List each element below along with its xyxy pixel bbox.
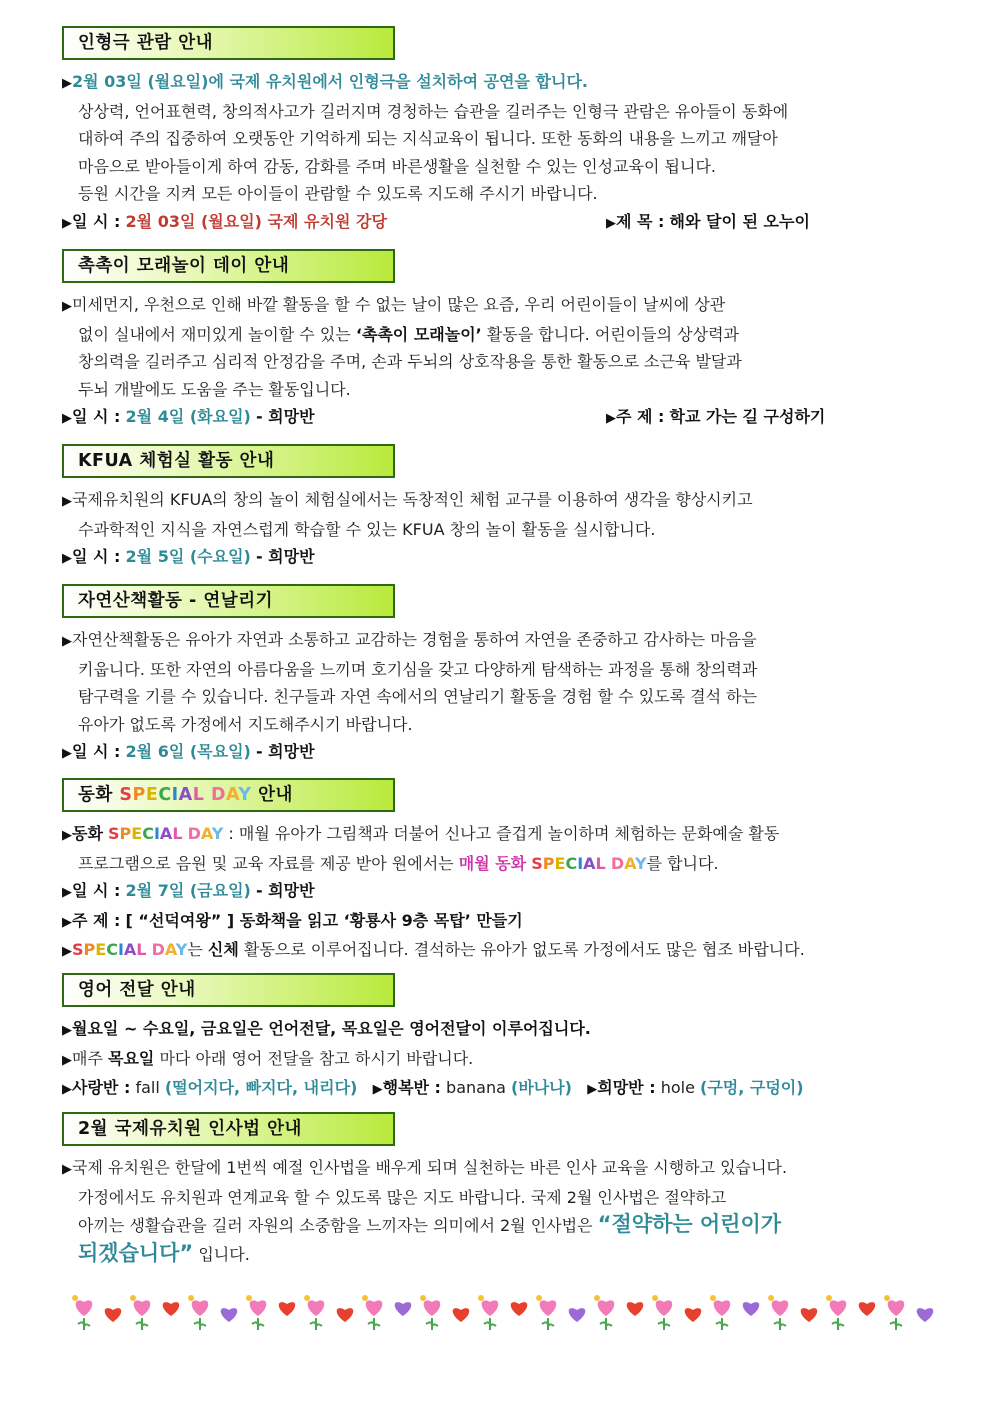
flower-icon: [72, 1295, 92, 1330]
date-value: 2월 7일 (금요일): [125, 881, 251, 901]
body-text: 아끼는 생활습관을 길러 자원의 소중함을 느끼자는 의미에서 2월 인사법은: [78, 1216, 598, 1236]
body-line: [62, 820, 934, 850]
special-word: SPECIAL: [531, 853, 606, 873]
section-heading: 영어 전달 안내: [62, 973, 395, 1007]
body-line: [62, 1211, 934, 1240]
greeting-phrase: “절약하는 어린이가: [597, 1212, 782, 1237]
body-line: 마음으로 받아들이게 하여 감동, 감화를 주며 바른생활을 실천할 수 있는 인성교육이 됩니다.: [78, 156, 716, 176]
class-label: 사랑반 :: [72, 1078, 131, 1098]
date-label: 일 시 :: [72, 547, 121, 567]
word-meaning: (바나나): [511, 1078, 572, 1098]
class-label: 희망반 :: [597, 1078, 656, 1098]
heart-icon: [743, 1302, 760, 1316]
flower-icon: [304, 1295, 324, 1330]
section-sand-play: [62, 249, 934, 433]
body-text: 국제유치원의 KFUA의 창의 놀이 체험실에서는 독창적인 체험 교구를 이용하여 생각을 향상시키고: [72, 490, 753, 509]
section-heading: 자연산책활동 - 연날리기: [62, 584, 395, 618]
heart-icon: [337, 1308, 354, 1322]
section-heading: 인형극 관람 안내: [62, 26, 395, 60]
date-value: 2월 6일 (목요일): [125, 742, 251, 762]
triangle-bullet-icon: ▶: [587, 1082, 597, 1098]
section-puppet-show: [62, 26, 934, 238]
flower-icon: [594, 1295, 614, 1330]
body-text: 를 합니다.: [646, 853, 719, 873]
date-label: 일 시 :: [72, 881, 121, 901]
topic-value: 학교 가는 길 구성하기: [669, 407, 826, 427]
note-text: 는: [187, 940, 203, 960]
triangle-bullet-icon: ▶: [62, 411, 71, 427]
class-name: - 희망반: [255, 881, 315, 901]
body-line: 등원 시간을 지켜 모든 아이들이 관람할 수 있도록 지도해 주시기 바랍니다.: [78, 184, 598, 204]
topic-value: [ “선덕여왕” ] 동화책을 읽고 ‘황룡사 9층 목탑’ 만들기: [125, 910, 523, 930]
body-line: 두뇌 개발에도 도움을 주는 활동입니다.: [78, 379, 351, 399]
triangle-bullet-icon: ▶: [62, 1162, 71, 1177]
heart-icon: [105, 1308, 122, 1322]
flower-icon: [420, 1295, 440, 1330]
class-name: - 희망반: [255, 742, 315, 762]
triangle-bullet-icon: ▶: [62, 299, 71, 314]
body-line: 유아가 없도록 가정에서 지도해주시기 바랍니다.: [78, 714, 413, 734]
flower-icon: [362, 1295, 382, 1330]
flower-icon: [188, 1295, 208, 1330]
topic-label: 주 제 :: [72, 910, 121, 930]
section-english: [62, 973, 934, 1104]
lead-text: 2월 03일 (월요일)에 국제 유치원에서 인형극을 설치하여 공연을 합니다.: [72, 72, 588, 91]
triangle-bullet-icon: ▶: [62, 914, 71, 930]
body-line: 수과학적인 지식을 자연스럽게 학습할 수 있는 KFUA 창의 놀이 활동을 실시합니다.: [78, 519, 656, 539]
triangle-bullet-icon: ▶: [62, 551, 71, 567]
lead-text: 동화: [72, 824, 103, 843]
date-value: 2월 5일 (수요일): [125, 547, 251, 567]
triangle-bullet-icon: ▶: [62, 1082, 71, 1098]
word-meaning: (떨어지다, 빠지다, 내리다): [164, 1078, 358, 1098]
activity-name: ‘촉촉이 모래놀이’: [355, 324, 482, 344]
english-word: banana: [446, 1078, 506, 1098]
body-text: 마다 아래 영어 전달을 참고 하시기 바랍니다.: [154, 1048, 474, 1068]
schedule-line: [62, 738, 934, 768]
date-label: 일 시 :: [72, 742, 121, 762]
heart-icon: [569, 1308, 586, 1322]
lead-line: [62, 68, 934, 98]
triangle-bullet-icon: ▶: [62, 944, 71, 960]
day-word: DAY: [610, 853, 647, 873]
class-label: 행복반 :: [382, 1078, 441, 1098]
schedule-line: [62, 403, 934, 433]
english-words-line: [62, 1074, 934, 1104]
note-text: 활동으로 이루어집니다. 결석하는 유아가 없도록 가정에서도 많은 협조 바랍니다.: [238, 940, 805, 960]
class-name: - 희망반: [255, 407, 315, 427]
body-line: [62, 850, 934, 878]
flower-icon: [710, 1295, 730, 1330]
flower-icon: [246, 1295, 266, 1330]
class-name: - 희망반: [255, 547, 315, 567]
body-line: 상상력, 언어표현력, 창의적사고가 길러지며 경청하는 습관을 길러주는 인형극 관람은 유아들이 동화에: [78, 101, 789, 121]
body-text: 프로그램으로 음원 및 교육 자료를 제공 받아 원에서는: [78, 853, 459, 873]
triangle-bullet-icon: ▶: [62, 1052, 71, 1068]
heart-icon: [395, 1302, 412, 1316]
special-word: SPECIAL: [108, 824, 183, 843]
heart-icon: [279, 1302, 296, 1316]
body-line: [62, 1240, 934, 1269]
heading-text: 안내: [258, 785, 293, 805]
triangle-bullet-icon: ▶: [62, 494, 71, 509]
body-line: [62, 1154, 934, 1184]
body-line: 키웁니다. 또한 자연의 아름다움을 느끼며 호기심을 갖고 다양하게 탐색하는 과정을 통해 창의력과: [78, 659, 758, 679]
body-text: : 매월 유아가 그림책과 더불어 신나고 즐겁게 놀이하며 체험하는 문화예술 활동: [223, 824, 780, 843]
topic-label: 주 제 :: [616, 407, 665, 427]
triangle-bullet-icon: ▶: [372, 1082, 382, 1098]
day-word: DAY: [210, 785, 252, 805]
body-line: [62, 1015, 934, 1045]
triangle-bullet-icon: ▶: [62, 746, 71, 762]
body-line: 대하여 주의 집중하여 오랫동안 기억하게 되는 지식교육이 됩니다. 또한 동화의 내용을 느끼고 깨달아: [78, 129, 778, 149]
topic-label: 제 목 :: [616, 211, 665, 231]
heart-icon: [917, 1308, 934, 1322]
triangle-bullet-icon: ▶: [62, 885, 71, 901]
body-text: 미세먼지, 우천으로 인해 바깥 활동을 할 수 없는 날이 많은 요즘, 우리 어린이들이 날씨에 상관: [72, 295, 726, 314]
schedule-line: [62, 208, 934, 238]
section-heading: KFUA 체험실 활동 안내: [62, 444, 395, 478]
date-label: 일 시 :: [72, 407, 121, 427]
body-text: 월요일 ~ 수요일, 금요일은 언어전달, 목요일은 영어전달이 이루어집니다.: [72, 1019, 591, 1038]
greeting-phrase: 되겠습니다”: [78, 1240, 194, 1265]
body-line: [62, 486, 934, 516]
english-word: fall: [135, 1078, 160, 1098]
date-value: 2월 4일 (화요일): [125, 407, 251, 427]
body-line: [62, 291, 934, 321]
body-line: 가정에서도 유치원과 연계교육 할 수 있도록 많은 지도 바랍니다. 국제 2월 인사법은 절약하고: [78, 1187, 727, 1207]
flower-icon: [826, 1295, 846, 1330]
flower-icon: [130, 1295, 150, 1330]
heart-flower-border: [64, 1284, 940, 1334]
body-line: 창의력을 길러주고 심리적 안정감을 주며, 손과 두뇌의 상호작용을 통한 활동으로 소근육 발달과: [78, 352, 742, 372]
flower-icon: [652, 1295, 672, 1330]
body-text: 입니다.: [193, 1244, 250, 1264]
schedule-line: [62, 543, 934, 573]
topic-value: 해와 달이 된 오누이: [669, 211, 810, 231]
body-line: [62, 626, 934, 656]
topic-line: [62, 907, 934, 937]
body-text: 국제 유치원은 한달에 1번씩 예절 인사법을 배우게 되며 실천하는 바른 인사 교육을 시행하고 있습니다.: [72, 1158, 788, 1177]
date-value: 2월 03일 (월요일) 국제 유치원 강당: [125, 211, 387, 231]
heart-icon: [801, 1308, 818, 1322]
section-special-day: [62, 778, 934, 966]
body-text: 활동을 합니다. 어린이들의 상상력과: [481, 324, 740, 344]
heading-text: 동화: [78, 785, 113, 805]
word-meaning: (구멍, 구덩이): [700, 1078, 804, 1098]
heart-icon: [685, 1308, 702, 1322]
heart-icon: [511, 1302, 528, 1316]
body-text: 매주: [72, 1048, 108, 1068]
special-word: SPECIAL: [119, 785, 205, 805]
body-line: [62, 1045, 934, 1075]
heart-icon: [453, 1308, 470, 1322]
heart-icon: [859, 1302, 876, 1316]
triangle-bullet-icon: ▶: [606, 215, 615, 231]
triangle-bullet-icon: ▶: [62, 1023, 71, 1038]
note-bold: 신체: [207, 940, 239, 960]
flower-icon: [536, 1295, 556, 1330]
section-nature-walk: [62, 584, 934, 768]
section-kfua: [62, 444, 934, 573]
flower-icon: [768, 1295, 788, 1330]
heart-icon: [627, 1302, 644, 1316]
heart-icon: [221, 1308, 238, 1322]
triangle-bullet-icon: ▶: [62, 76, 71, 91]
triangle-bullet-icon: ▶: [606, 411, 615, 427]
flower-icon: [478, 1295, 498, 1330]
section-heading: 촉촉이 모래놀이 데이 안내: [62, 249, 395, 283]
section-greeting: [62, 1112, 934, 1268]
body-line: 탐구력을 기를 수 있습니다. 친구들과 자연 속에서의 연날리기 활동을 경험 할 수 있도록 결석 하는: [78, 687, 758, 707]
date-label: 일 시 :: [72, 211, 121, 231]
day-word: DAY: [151, 940, 188, 960]
special-word: SPECIAL: [72, 940, 147, 960]
highlight-text: 매월 동화: [458, 853, 527, 873]
body-text: 자연산책활동은 유아가 자연과 소통하고 교감하는 경험을 통하여 자연을 존중하고 감사하는 마음을: [72, 630, 757, 649]
section-heading: [62, 778, 395, 812]
english-word: hole: [660, 1078, 695, 1098]
body-text: 없이 실내에서 재미있게 놀이할 수 있는: [78, 324, 356, 344]
schedule-line: [62, 877, 934, 907]
note-line: [62, 936, 934, 966]
triangle-bullet-icon: ▶: [62, 634, 71, 649]
triangle-bullet-icon: ▶: [62, 828, 71, 843]
flower-icon: [884, 1295, 904, 1330]
heart-icon: [163, 1302, 180, 1316]
section-heading: 2월 국제유치원 인사법 안내: [62, 1112, 395, 1146]
day-word: DAY: [187, 824, 224, 843]
body-line: [62, 321, 934, 349]
body-bold: 목요일: [108, 1048, 155, 1068]
triangle-bullet-icon: ▶: [62, 215, 71, 231]
